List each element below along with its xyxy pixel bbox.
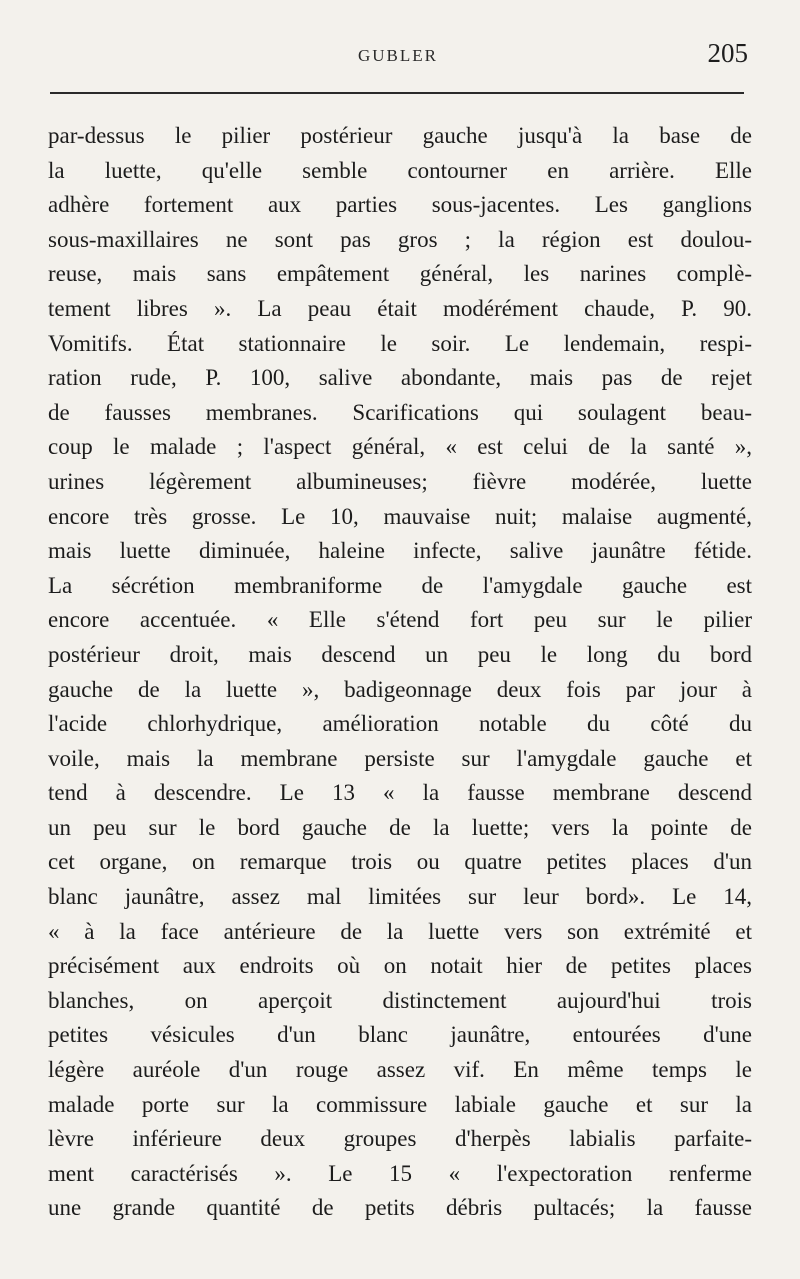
text-line: la luette, qu'elle semble contourner en arrière. Elle — [48, 157, 752, 183]
text-line: reuse, mais sans empâtement général, les narines complè- — [48, 261, 752, 287]
text-line: précisément aux endroits où on notait hier de petites places — [48, 953, 752, 979]
text-line: postérieur droit, mais descend un peu le long du bord — [48, 641, 752, 667]
text-line: coup le malade ; l'aspect général, « est celui de la santé », — [48, 434, 752, 460]
text-line: ment caractérisés ». Le 15 « l'expectoration renferme — [48, 1160, 752, 1186]
text-line: adhère fortement aux parties sous-jacentes. Les ganglions — [48, 192, 752, 218]
text-line: tend à descendre. Le 13 « la fausse membrane descend — [48, 780, 752, 806]
text-line: sous-maxillaires ne sont pas gros ; la région est doulou- — [48, 226, 752, 252]
text-line: mais luette diminuée, haleine infecte, salive jaunâtre fétide. — [48, 538, 752, 564]
text-line: légère auréole d'un rouge assez vif. En même temps le — [48, 1057, 752, 1083]
text-line: blanches, on aperçoit distinctement aujourd'hui trois — [48, 987, 752, 1013]
text-line: blanc jaunâtre, assez mal limitées sur leur bord». Le 14, — [48, 884, 752, 910]
text-line: un peu sur le bord gauche de la luette; vers la pointe de — [48, 814, 752, 840]
text-line: encore accentuée. « Elle s'étend fort peu sur le pilier — [48, 607, 752, 633]
text-line: « à la face antérieure de la luette vers son extrémité et — [48, 918, 752, 944]
text-line: une grande quantité de petits débris pultacés; la fausse — [48, 1195, 752, 1221]
text-line: par-dessus le pilier postérieur gauche jusqu'à la base de — [48, 123, 752, 148]
text-line: urines légèrement albumineuses; fièvre modérée, luette — [48, 468, 752, 494]
text-line: ration rude, P. 100, salive abondante, mais pas de rejet — [48, 365, 752, 391]
text-line: de fausses membranes. Scarifications qui soulagent beau- — [48, 399, 752, 425]
text-line: tement libres ». La peau était modérément chaude, P. 90. — [48, 295, 752, 321]
text-line: petites vésicules d'un blanc jaunâtre, entourées d'une — [48, 1022, 752, 1048]
text-line: Vomitifs. État stationnaire le soir. Le lendemain, respi- — [48, 330, 752, 356]
header-rule — [50, 92, 744, 94]
text-line: l'acide chlorhydrique, amélioration notable du côté du — [48, 711, 752, 737]
text-line: La sécrétion membraniforme de l'amygdale gauche est — [48, 572, 752, 598]
running-title: GUBLER — [358, 46, 438, 65]
text-line: gauche de la luette », badigeonnage deux fois par jour à — [48, 676, 752, 702]
page-number: 205 — [707, 38, 748, 68]
body-text — [48, 119, 752, 1226]
text-line: cet organe, on remarque trois ou quatre petites places d'un — [48, 849, 752, 875]
text-line: encore très grosse. Le 10, mauvaise nuit; malaise augmenté, — [48, 503, 752, 529]
text-line: voile, mais la membrane persiste sur l'amygdale gauche et — [48, 745, 752, 771]
text-line: malade porte sur la commissure labiale gauche et sur la — [48, 1091, 752, 1117]
text-line: lèvre inférieure deux groupes d'herpès labialis parfaite- — [48, 1126, 752, 1152]
running-head — [48, 38, 748, 78]
